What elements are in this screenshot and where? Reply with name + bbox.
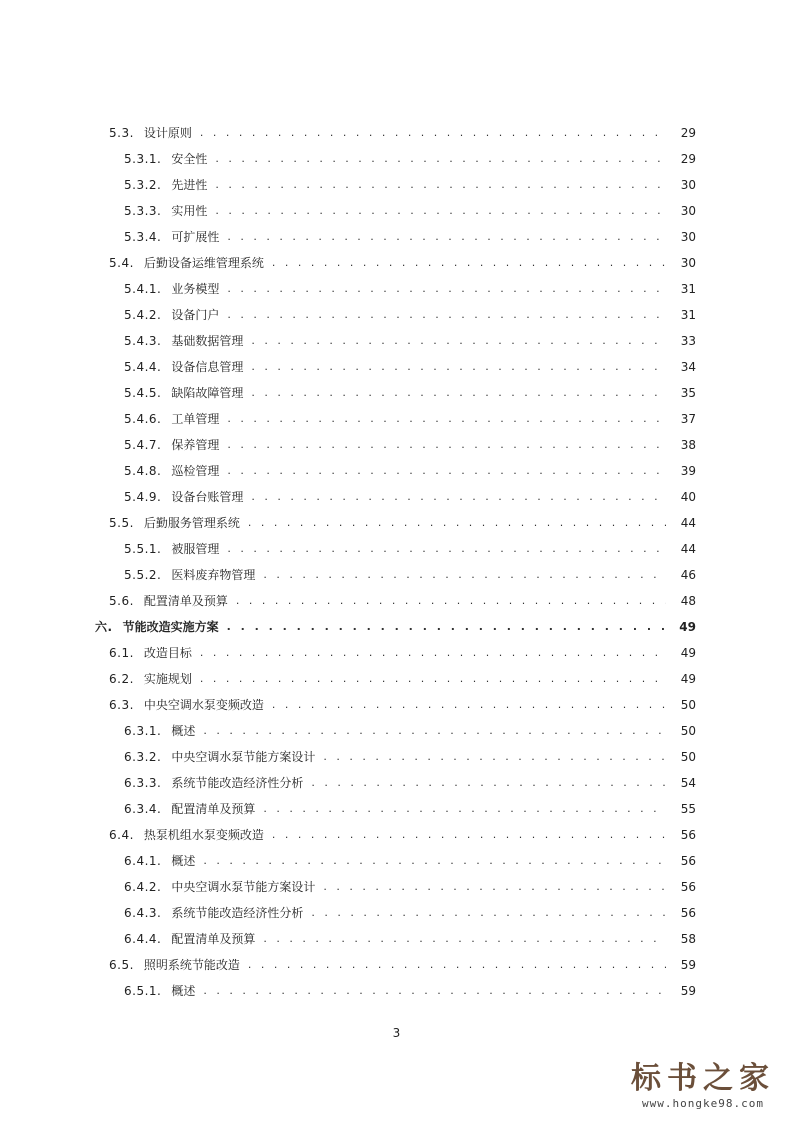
toc-entry-page: 50 (680, 724, 696, 738)
toc-entry[interactable] (0, 718, 793, 744)
toc-dot-leader (227, 432, 666, 458)
toc-entry[interactable] (0, 250, 793, 276)
toc-entry-title: 中央空调水泵变频改造 (143, 698, 264, 712)
toc-entry-title: 照明系统节能改造 (143, 958, 240, 972)
toc-entry-title: 改造目标 (143, 646, 192, 660)
toc-entry-title: 后勤服务管理系统 (143, 516, 240, 530)
toc-dot-leader (263, 562, 666, 588)
toc-entry-number: 6.5.1. (124, 984, 162, 998)
toc-entry[interactable] (0, 172, 793, 198)
toc-dot-leader (251, 328, 666, 354)
toc-entry-page: 31 (680, 282, 696, 296)
toc-entry-number: 5.3. (109, 126, 134, 140)
toc-entry-number: 6.3.1. (124, 724, 162, 738)
toc-entry-page: 56 (680, 880, 696, 894)
toc-entry-number: 6.3. (109, 698, 134, 712)
toc-entry[interactable] (0, 848, 793, 874)
toc-dot-leader (323, 874, 666, 900)
toc-entry-title: 热泵机组水泵变频改造 (143, 828, 264, 842)
toc-entry-page: 59 (680, 958, 696, 972)
toc-entry-title: 实施规划 (143, 672, 192, 686)
toc-dot-leader (311, 770, 666, 796)
toc-entry-title: 缺陷故障管理 (171, 386, 244, 400)
toc-entry-title: 可扩展性 (171, 230, 220, 244)
toc-entry-title: 设备台账管理 (171, 490, 244, 504)
watermark-url: www.hongke98.com (642, 1097, 764, 1110)
toc-entry[interactable] (0, 562, 793, 588)
toc-dot-leader (215, 172, 666, 198)
toc-dot-leader (251, 354, 666, 380)
toc-entry-title: 配置清单及预算 (171, 802, 256, 816)
toc-entry-title: 设备信息管理 (171, 360, 244, 374)
toc-entry-number: 5.4. (109, 256, 134, 270)
toc-entry-page: 44 (680, 542, 696, 556)
toc-entry[interactable] (0, 380, 793, 406)
toc-entry-page: 33 (680, 334, 696, 348)
toc-entry-page: 30 (680, 230, 696, 244)
toc-entry-number: 6.2. (109, 672, 134, 686)
toc-entry-title: 设备门户 (171, 308, 220, 322)
toc-entry-title: 后勤设备运维管理系统 (143, 256, 264, 270)
toc-entry-number: 6.4.2. (124, 880, 162, 894)
toc-entry-page: 49 (680, 646, 696, 660)
toc-entry-page: 29 (680, 152, 696, 166)
toc-entry-page: 40 (680, 490, 696, 504)
toc-entry-number: 5.3.1. (124, 152, 162, 166)
toc-entry-page: 29 (680, 126, 696, 140)
toc-entry-title: 基础数据管理 (171, 334, 244, 348)
toc-entry[interactable] (0, 900, 793, 926)
toc-entry-number: 5.3.3. (124, 204, 162, 218)
toc-entry-title: 节能改造实施方案 (122, 620, 219, 634)
toc-entry-title: 概述 (171, 984, 196, 998)
toc-entry-title: 设计原则 (143, 126, 192, 140)
toc-entry[interactable] (0, 692, 793, 718)
toc-entry[interactable] (0, 354, 793, 380)
toc-entry-number: 5.3.2. (124, 178, 162, 192)
toc-entry-number: 六. (95, 620, 113, 634)
toc-entry-title: 中央空调水泵节能方案设计 (171, 880, 316, 894)
toc-entry[interactable] (0, 666, 793, 692)
toc-entry-title: 系统节能改造经济性分析 (171, 776, 304, 790)
toc-dot-leader (251, 380, 666, 406)
toc-entry[interactable] (0, 770, 793, 796)
toc-entry-number: 6.4.3. (124, 906, 162, 920)
toc-entry[interactable] (0, 796, 793, 822)
toc-dot-leader (227, 458, 666, 484)
toc-entry-page: 50 (680, 750, 696, 764)
toc-entry-number: 6.4.4. (124, 932, 162, 946)
toc-dot-leader (200, 640, 666, 666)
toc-entry-title: 医料废弃物管理 (171, 568, 256, 582)
toc-entry[interactable] (0, 874, 793, 900)
toc-entry[interactable] (0, 484, 793, 510)
toc-entry[interactable] (0, 926, 793, 952)
toc-entry-page: 30 (680, 178, 696, 192)
page-number: 3 (392, 1026, 401, 1040)
toc-entry[interactable] (0, 458, 793, 484)
toc-entry-number: 5.4.2. (124, 308, 162, 322)
toc-dot-leader (203, 848, 666, 874)
toc-entry-title: 先进性 (171, 178, 208, 192)
toc-entry-title: 被服管理 (171, 542, 220, 556)
toc-entry-page: 54 (680, 776, 696, 790)
toc-entry-number: 5.4.9. (124, 490, 162, 504)
toc-entry-page: 39 (680, 464, 696, 478)
toc-dot-leader (272, 250, 666, 276)
toc-entry-title: 工单管理 (171, 412, 220, 426)
toc-entry-page: 34 (680, 360, 696, 374)
toc-entry-page: 50 (680, 698, 696, 712)
toc-entry-number: 5.4.5. (124, 386, 162, 400)
toc-entry-page: 49 (680, 672, 696, 686)
toc-dot-leader (227, 406, 666, 432)
toc-dot-leader (227, 276, 666, 302)
toc-dot-leader (200, 120, 666, 146)
toc-entry-number: 6.3.2. (124, 750, 162, 764)
toc-dot-leader (251, 484, 666, 510)
toc-entry-page: 31 (680, 308, 696, 322)
toc-entry-page: 55 (680, 802, 696, 816)
toc-entry-page: 38 (680, 438, 696, 452)
toc-entry-title: 安全性 (171, 152, 208, 166)
toc-entry[interactable] (0, 640, 793, 666)
toc-entry[interactable] (0, 510, 793, 536)
toc-dot-leader (248, 952, 666, 978)
toc-entry-title: 保养管理 (171, 438, 220, 452)
toc-entry[interactable] (0, 328, 793, 354)
toc-entry[interactable] (0, 536, 793, 562)
toc-entry-number: 6.3.4. (124, 802, 162, 816)
watermark-logo (623, 1062, 783, 1112)
toc-entry[interactable] (0, 744, 793, 770)
toc-dot-leader (215, 198, 666, 224)
toc-entry-page: 48 (680, 594, 696, 608)
toc-entry[interactable] (0, 614, 793, 640)
toc-entry[interactable] (0, 120, 793, 146)
toc-entry-page: 46 (680, 568, 696, 582)
toc-entry-number: 5.4.6. (124, 412, 162, 426)
toc-dot-leader (248, 510, 666, 536)
toc-entry-title: 系统节能改造经济性分析 (171, 906, 304, 920)
toc-entry-number: 6.1. (109, 646, 134, 660)
toc-entry-page: 49 (679, 620, 696, 634)
toc-dot-leader (272, 692, 666, 718)
toc-entry[interactable] (0, 276, 793, 302)
toc-dot-leader (203, 718, 666, 744)
toc-entry-page: 56 (680, 854, 696, 868)
toc-dot-leader (263, 926, 666, 952)
toc-entry-page: 59 (680, 984, 696, 998)
toc-entry-number: 5.4.1. (124, 282, 162, 296)
toc-entry[interactable] (0, 978, 793, 1004)
toc-entry-number: 5.5. (109, 516, 134, 530)
toc-entry-page: 56 (680, 906, 696, 920)
toc-entry[interactable] (0, 406, 793, 432)
toc-entry-page: 30 (680, 256, 696, 270)
toc-dot-leader (215, 146, 666, 172)
toc-entry-number: 5.5.2. (124, 568, 162, 582)
toc-dot-leader (263, 796, 666, 822)
toc-entry-number: 5.4.8. (124, 464, 162, 478)
toc-entry-number: 6.5. (109, 958, 134, 972)
toc-entry-number: 5.3.4. (124, 230, 162, 244)
toc-entry[interactable] (0, 198, 793, 224)
toc-entry-number: 6.4.1. (124, 854, 162, 868)
toc-dot-leader (227, 536, 666, 562)
toc-dot-leader (236, 588, 666, 614)
toc-entry[interactable] (0, 224, 793, 250)
toc-entry-page: 35 (680, 386, 696, 400)
toc-entry-page: 44 (680, 516, 696, 530)
toc-entry-number: 5.4.3. (124, 334, 162, 348)
toc-dot-leader (323, 744, 666, 770)
toc-entry-number: 5.6. (109, 594, 134, 608)
toc-entry-number: 5.4.4. (124, 360, 162, 374)
toc-dot-leader (311, 900, 666, 926)
toc-entry[interactable] (0, 146, 793, 172)
toc-entry-number: 6.3.3. (124, 776, 162, 790)
toc-entry-page: 30 (680, 204, 696, 218)
toc-entry[interactable] (0, 952, 793, 978)
toc-entry[interactable] (0, 822, 793, 848)
toc-dot-leader (227, 224, 666, 250)
toc-entry-number: 5.5.1. (124, 542, 162, 556)
toc-entry-title: 中央空调水泵节能方案设计 (171, 750, 316, 764)
toc-entry-title: 业务模型 (171, 282, 220, 296)
watermark-title: 标书之家 (631, 1061, 775, 1096)
table-of-contents (0, 120, 793, 1004)
toc-entry-title: 实用性 (171, 204, 208, 218)
toc-entry[interactable] (0, 302, 793, 328)
toc-entry-title: 配置清单及预算 (143, 594, 228, 608)
toc-entry-page: 37 (680, 412, 696, 426)
toc-entry-title: 概述 (171, 724, 196, 738)
toc-entry-title: 概述 (171, 854, 196, 868)
toc-dot-leader (203, 978, 666, 1004)
toc-entry-title: 巡检管理 (171, 464, 220, 478)
toc-entry-number: 6.4. (109, 828, 134, 842)
toc-dot-leader (200, 666, 666, 692)
toc-entry-title: 配置清单及预算 (171, 932, 256, 946)
toc-entry[interactable] (0, 432, 793, 458)
toc-dot-leader (272, 822, 666, 848)
toc-entry[interactable] (0, 588, 793, 614)
toc-entry-page: 56 (680, 828, 696, 842)
toc-entry-number: 5.4.7. (124, 438, 162, 452)
toc-dot-leader (227, 614, 666, 640)
toc-entry-page: 58 (680, 932, 696, 946)
toc-dot-leader (227, 302, 666, 328)
